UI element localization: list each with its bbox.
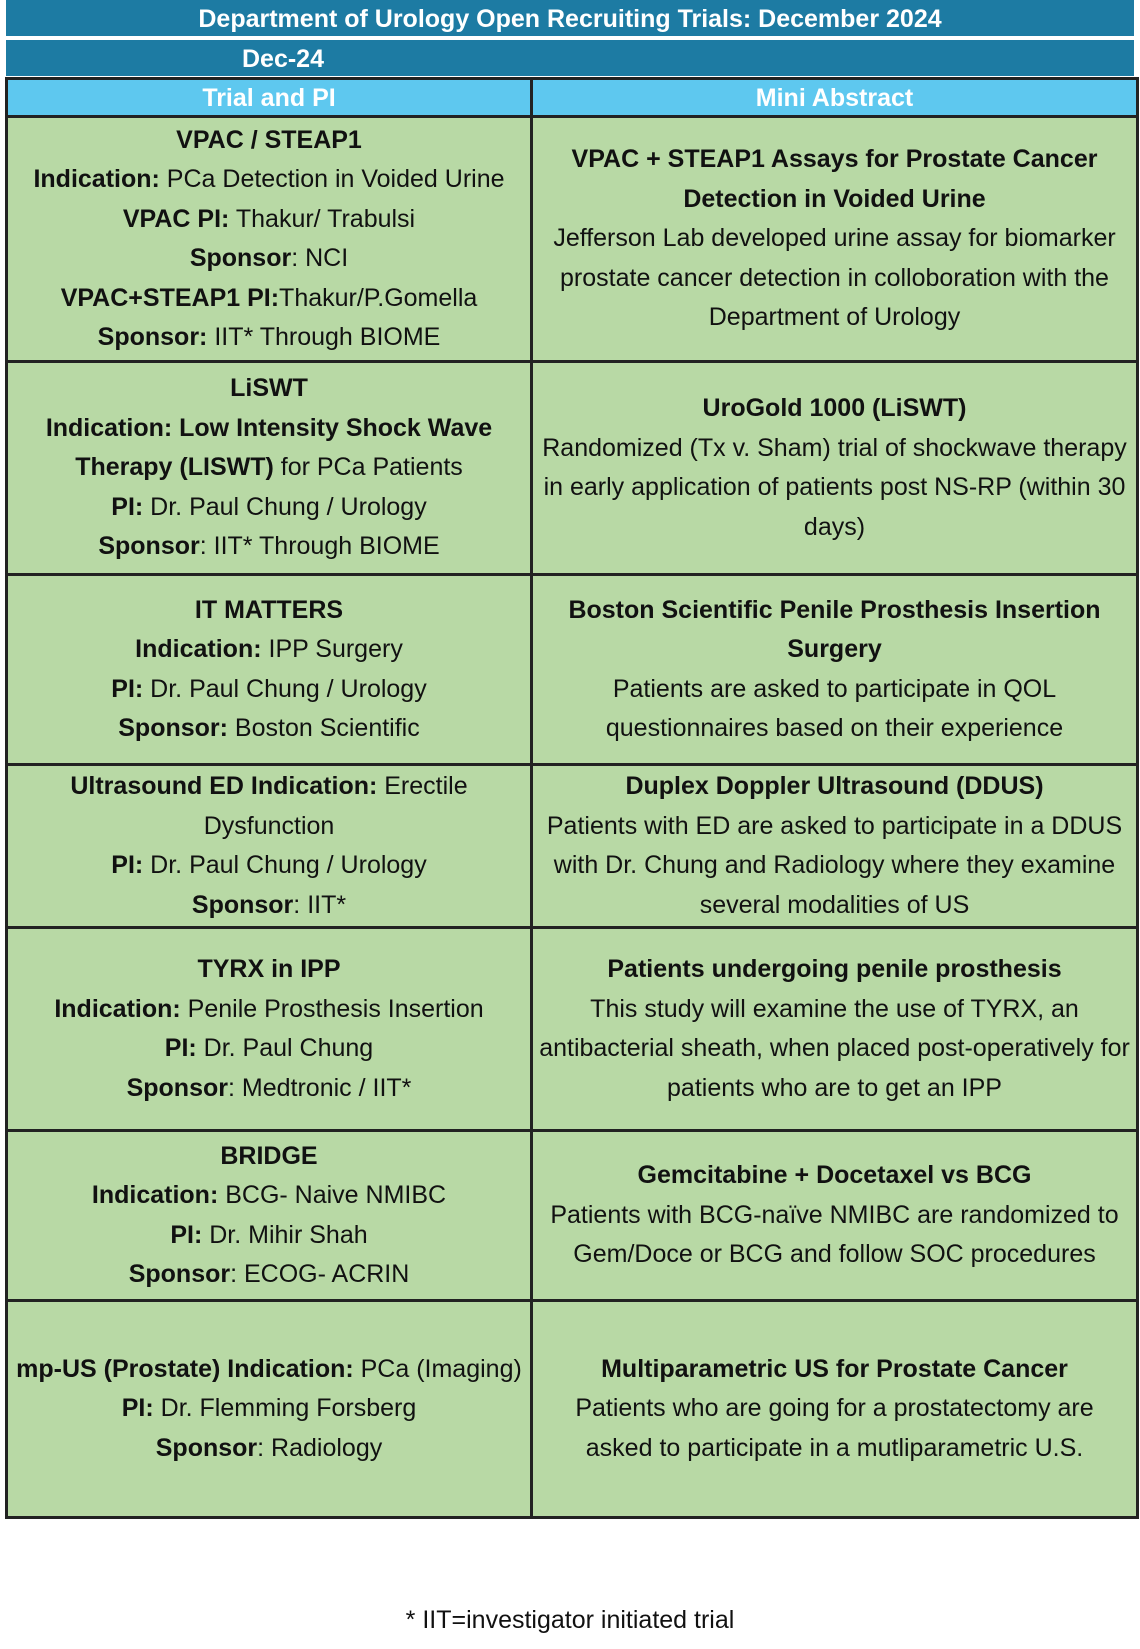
- trial-line: [14, 630, 524, 670]
- trial-line-label: Sponsor: [191, 890, 294, 919]
- trial-line-label: VPAC+STEAP1 PI:: [60, 283, 280, 312]
- table-header-row: [7, 79, 1138, 117]
- trial-line-value: : IIT*: [293, 890, 347, 919]
- trial-line: [14, 950, 524, 990]
- trial-line-value: Erectile Dysfunction: [203, 772, 468, 840]
- trial-line-label: Ultrasound ED Indication:: [70, 772, 378, 800]
- abstract-text: Jefferson Lab developed urine assay for biomarker prostate cancer detection in colloboration with the Department of Urology: [553, 224, 1116, 332]
- trial-line: [14, 527, 524, 567]
- trial-cell: [7, 362, 532, 575]
- trial-line-label: PI:: [111, 674, 144, 703]
- page-title: Department of Urology Open Recruiting Trials: December 2024: [6, 0, 1134, 36]
- trial-line: [14, 1176, 524, 1216]
- trial-line: [14, 886, 524, 926]
- trial-line: [14, 1389, 524, 1429]
- abstract-cell: [532, 575, 1138, 765]
- trial-line-value: BCG- Naive NMIBC: [218, 1181, 447, 1209]
- trial-line-label: Sponsor: [189, 244, 292, 272]
- abstract-title: Boston Scientific Penile Prosthesis Insertion Surgery: [568, 595, 1101, 663]
- date-label: Dec-24: [242, 45, 324, 73]
- trial-line-label: Sponsor: [128, 1260, 231, 1288]
- trial-line-value: : Radiology: [257, 1433, 383, 1462]
- abstract-cell: [532, 1301, 1138, 1518]
- trial-line-label: PI:: [164, 1034, 197, 1062]
- trial-line: [14, 1029, 524, 1069]
- trial-line-label: PI:: [170, 1220, 203, 1249]
- abstract-text: Patients who are going for a prostatectomy are asked to participate in a mutliparametric U.S.: [575, 1394, 1094, 1462]
- abstract-title: Duplex Doppler Ultrasound (DDUS): [625, 772, 1044, 800]
- trial-line: [14, 1255, 524, 1295]
- abstract-title: Gemcitabine + Docetaxel vs BCG: [637, 1161, 1032, 1190]
- trials-body: [7, 117, 1138, 1518]
- trial-line: [14, 670, 524, 710]
- trial-line: [14, 121, 524, 161]
- trial-line: [14, 990, 524, 1030]
- trial-line-value: Dr. Mihir Shah: [202, 1220, 368, 1249]
- trial-line-value: IIT* Through BIOME: [207, 323, 441, 351]
- trial-line-value: IPP Surgery: [261, 635, 403, 663]
- abstract-text: Patients are asked to participate in QOL questionnaires based on their experience: [605, 674, 1064, 742]
- trial-line: [14, 1216, 524, 1256]
- abstract-title: UroGold 1000 (LiSWT): [702, 394, 967, 422]
- trial-line: [14, 1429, 524, 1469]
- trial-line-label: Indication:: [135, 635, 262, 663]
- trial-cell: [7, 765, 532, 928]
- trial-line-label: VPAC PI:: [122, 204, 230, 233]
- trial-line-label: Indication:: [33, 165, 160, 193]
- footnote: * IIT=investigator initiated trial: [405, 1606, 735, 1634]
- trial-line-label: Indication: Low Intensity Shock Wave Therapy (LISWT): [45, 413, 493, 482]
- abstract-cell: [532, 765, 1138, 928]
- trial-line-value: for PCa Patients: [273, 453, 463, 482]
- trial-line: [14, 1350, 524, 1390]
- abstract-cell: [532, 928, 1138, 1131]
- trial-line-value: : ECOG- ACRIN: [230, 1260, 410, 1288]
- trial-line: [14, 409, 524, 488]
- trial-line-value: Thakur/P.Gomella: [279, 283, 478, 312]
- trial-line: [14, 1069, 524, 1109]
- trials-table: [5, 77, 1139, 1519]
- date-bar: [6, 40, 1134, 76]
- trial-line: [14, 279, 524, 319]
- trial-line: [14, 239, 524, 279]
- trial-line-label: mp-US (Prostate) Indication:: [16, 1354, 354, 1383]
- trial-line-value: PCa Detection in Voided Urine: [159, 165, 505, 193]
- trial-cell: [7, 928, 532, 1131]
- trial-line-label: PI:: [111, 492, 144, 521]
- trial-line-label: TYRX in IPP: [197, 955, 341, 983]
- trial-line-label: Sponsor:: [118, 714, 228, 742]
- table-row: [7, 765, 1138, 928]
- trial-line-value: Dr. Flemming Forsberg: [153, 1394, 417, 1423]
- trial-line-label: Sponsor:: [97, 323, 208, 351]
- trial-line-value: Dr. Paul Chung: [196, 1034, 374, 1062]
- abstract-title: Multiparametric US for Prostate Cancer: [601, 1354, 1068, 1383]
- trial-line-value: Thakur/ Trabulsi: [229, 204, 416, 233]
- trial-line-value: Dr. Paul Chung / Urology: [143, 851, 427, 879]
- trial-line: [14, 369, 524, 409]
- abstract-cell: [532, 362, 1138, 575]
- trial-line: [14, 846, 524, 886]
- trial-line-value: Dr. Paul Chung / Urology: [143, 492, 427, 521]
- abstract-text: Randomized (Tx v. Sham) trial of shockwave therapy in early application of patients post NS-RP (within 30 days): [542, 433, 1127, 541]
- abstract-cell: [532, 1131, 1138, 1301]
- trial-line-value: PCa (Imaging): [353, 1354, 522, 1383]
- trial-line: [14, 767, 524, 846]
- trial-line-label: Sponsor: [155, 1433, 258, 1462]
- trial-line: [14, 591, 524, 631]
- trial-line-value: Penile Prosthesis Insertion: [180, 994, 484, 1023]
- table-row: [7, 928, 1138, 1131]
- abstract-text: Patients with ED are asked to participate in a DDUS with Dr. Chung and Radiology where they examine several modalities of US: [546, 811, 1123, 919]
- trial-line: [14, 160, 524, 200]
- table-row: [7, 575, 1138, 765]
- trial-line: [14, 318, 524, 358]
- trial-line-label: VPAC / STEAP1: [176, 125, 362, 154]
- column-header-trial: Trial and PI: [7, 79, 532, 117]
- trial-line-value: : NCI: [291, 244, 349, 272]
- abstract-text: Patients with BCG-naïve NMIBC are randomized to Gem/Doce or BCG and follow SOC procedures: [550, 1200, 1119, 1269]
- trial-line: [14, 200, 524, 240]
- trial-cell: [7, 1131, 532, 1301]
- trial-line-value: Dr. Paul Chung / Urology: [143, 674, 427, 703]
- abstract-cell: [532, 117, 1138, 362]
- column-header-abstract: Mini Abstract: [532, 79, 1138, 117]
- trial-line-value: : IIT* Through BIOME: [199, 532, 440, 561]
- trial-line: [14, 1137, 524, 1177]
- trial-line-label: LiSWT: [230, 374, 308, 403]
- trial-cell: [7, 575, 532, 765]
- trial-line-label: Indication:: [91, 1181, 219, 1209]
- abstract-title: Patients undergoing penile prosthesis: [607, 955, 1062, 983]
- trial-line-value: Boston Scientific: [227, 714, 420, 742]
- trial-line-label: BRIDGE: [220, 1141, 318, 1170]
- abstract-title: VPAC + STEAP1 Assays for Prostate Cancer Detection in Voided Urine: [571, 145, 1098, 213]
- table-row: [7, 1301, 1138, 1518]
- trial-cell: [7, 1301, 532, 1518]
- table-row: [7, 117, 1138, 362]
- trial-line-label: Sponsor: [126, 1073, 228, 1102]
- trial-line-label: IT MATTERS: [194, 595, 344, 624]
- trial-line-label: Sponsor: [98, 532, 200, 561]
- trial-line-value: : Medtronic / IIT*: [228, 1073, 412, 1102]
- trial-cell: [7, 117, 532, 362]
- table-row: [7, 362, 1138, 575]
- trial-line: [14, 488, 524, 528]
- trial-line: [14, 709, 524, 749]
- abstract-text: This study will examine the use of TYRX, an antibacterial sheath, when placed post-operatively for patients who are to get an IPP: [539, 994, 1130, 1102]
- trial-line-label: PI:: [111, 851, 144, 879]
- trial-line-label: PI:: [121, 1394, 154, 1423]
- table-row: [7, 1131, 1138, 1301]
- trial-line-label: Indication:: [54, 994, 181, 1023]
